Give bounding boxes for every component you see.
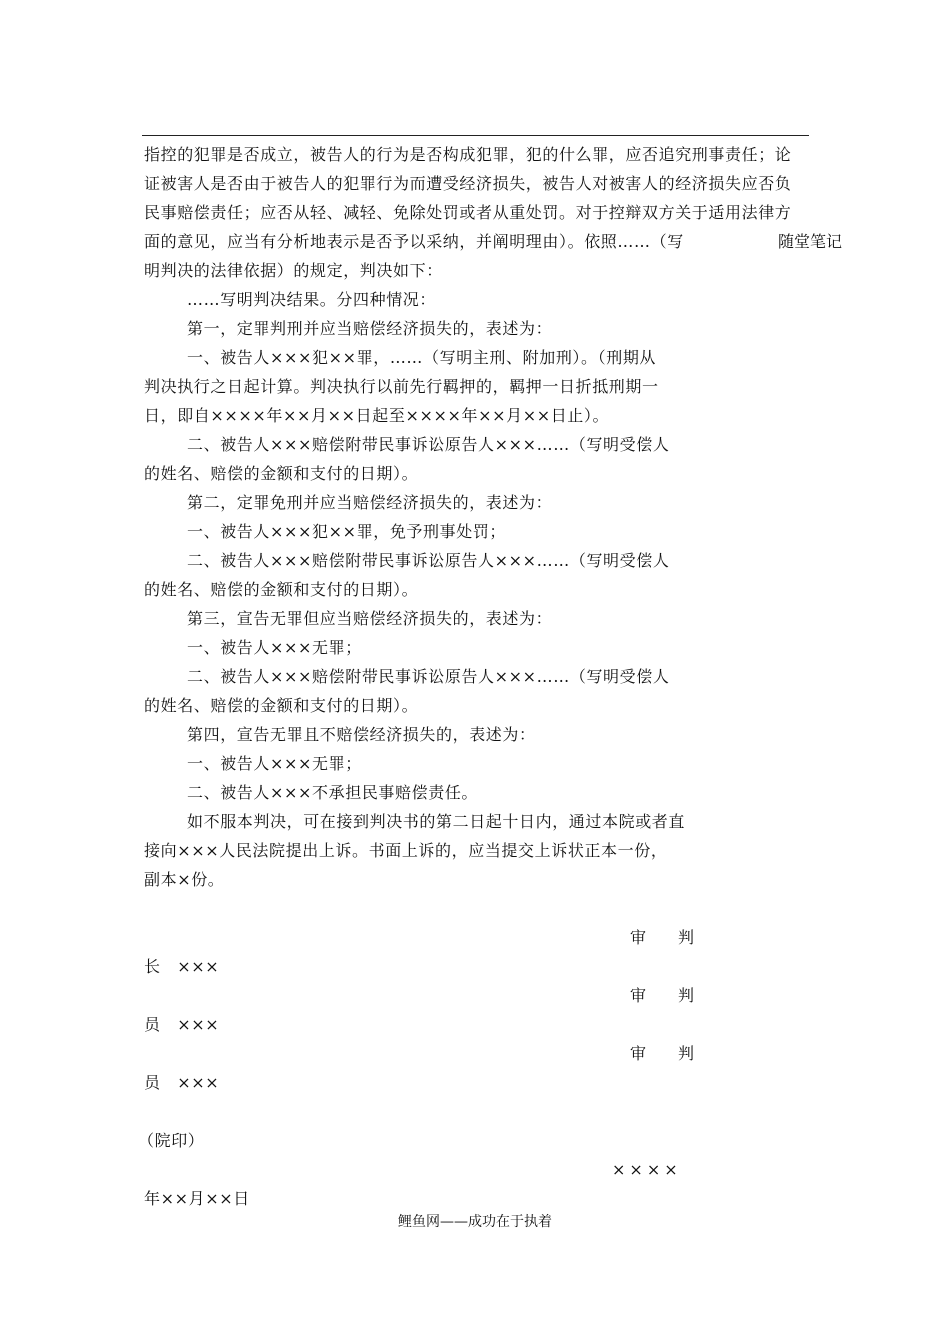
body-line: 民事赔偿责任；应否从轻、减轻、免除处罚或者从重处罚。对于控辩双方关于适用法律方 [144, 203, 792, 222]
header-rule [142, 135, 809, 136]
body-line: 第二，定罪免刑并应当赔偿经济损失的，表述为： [187, 493, 553, 512]
court-seal: （院印） [138, 1131, 205, 1150]
body-line: 二、被告人×××赔偿附带民事诉讼原告人×××……（写明受偿人 [187, 667, 670, 686]
body-line: 判决执行之日起计算。判决执行以前先行羁押的，羁押一日折抵刑期一 [144, 377, 659, 396]
body-line: 一、被告人×××犯××罪，免予刑事处罚； [187, 522, 507, 541]
body-line: 如不服本判决，可在接到判决书的第二日起十日内，通过本院或者直 [187, 812, 686, 831]
date-year: ×××× [612, 1160, 682, 1179]
body-line: 第一，定罪判刑并应当赔偿经济损失的，表述为： [187, 319, 553, 338]
body-line: 一、被告人×××无罪； [187, 754, 362, 773]
signature-name: 员 ××× [144, 1015, 220, 1034]
page-footer: 鲤鱼网——成功在于执着 [398, 1214, 552, 1230]
body-line: 副本×份。 [144, 870, 225, 889]
body-line: 接向×××人民法院提出上诉。书面上诉的，应当提交上诉状正本一份， [144, 841, 668, 860]
signature-title: 审 判 [630, 928, 695, 947]
signature-name: 员 ××× [144, 1073, 220, 1092]
body-line: 明判决的法律依据）的规定，判决如下： [144, 261, 443, 280]
body-line: 指控的犯罪是否成立，被告人的行为是否构成犯罪，犯的什么罪，应否追究刑事责任；论 [144, 145, 792, 164]
body-line: 第三，宣告无罪但应当赔偿经济损失的，表述为： [187, 609, 553, 628]
date-rest: 年××月××日 [144, 1189, 250, 1208]
body-line: 二、被告人×××赔偿附带民事诉讼原告人×××……（写明受偿人 [187, 435, 670, 454]
body-line: ……写明判决结果。分四种情况： [187, 290, 437, 309]
signature-title: 审 判 [630, 1044, 695, 1063]
body-line: 证被害人是否由于被告人的犯罪行为而遭受经济损失，被告人对被害人的经济损失应否负 [144, 174, 792, 193]
side-note: 随堂笔记 [778, 232, 843, 251]
signature-name: 长 ××× [144, 957, 220, 976]
body-line: 一、被告人×××无罪； [187, 638, 362, 657]
signature-title: 审 判 [630, 986, 695, 1005]
body-line: 面的意见，应当有分析地表示是否予以采纳，并阐明理由）。依照……（写 [144, 232, 684, 251]
body-line: 的姓名、赔偿的金额和支付的日期）。 [144, 464, 419, 483]
body-line: 的姓名、赔偿的金额和支付的日期）。 [144, 580, 419, 599]
body-line: 二、被告人×××赔偿附带民事诉讼原告人×××……（写明受偿人 [187, 551, 670, 570]
body-line: 二、被告人×××不承担民事赔偿责任。 [187, 783, 479, 802]
body-line: 第四，宣告无罪且不赔偿经济损失的，表述为： [187, 725, 536, 744]
body-line: 一、被告人×××犯××罪，……（写明主刑、附加刑）。（刑期从 [187, 348, 657, 367]
body-line: 日，即自××××年××月××日起至××××年××月××日止）。 [144, 406, 610, 425]
body-line: 的姓名、赔偿的金额和支付的日期）。 [144, 696, 419, 715]
